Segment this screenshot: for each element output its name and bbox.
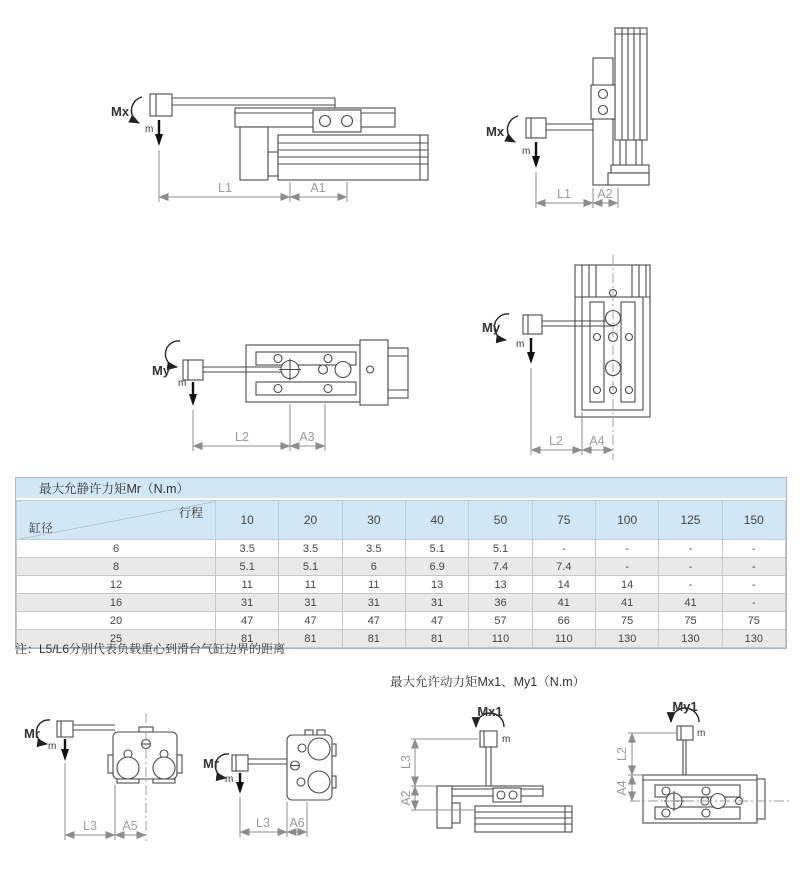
moment-value-cell: 47 <box>405 612 468 630</box>
stroke-axis-label: 行程 <box>178 506 203 520</box>
corner-cell <box>17 501 216 540</box>
moment-value-cell: 5.1 <box>279 558 342 576</box>
moment-value-cell: - <box>722 594 785 612</box>
moment-value-cell: 41 <box>532 594 595 612</box>
diagram-mx-side-view <box>95 80 475 220</box>
mass-label: m <box>145 124 154 135</box>
stroke-column-header: 40 <box>405 501 468 540</box>
dim-label-l3: L3 <box>256 816 270 830</box>
moment-value-cell: 7.4 <box>532 558 595 576</box>
stroke-column-header: 100 <box>595 501 658 540</box>
table-row <box>17 558 786 576</box>
moment-value-cell: 81 <box>279 630 342 648</box>
dim-label-l1: L1 <box>218 181 232 195</box>
bore-cell: 16 <box>17 594 216 612</box>
load-arrow-icon <box>527 338 535 364</box>
slide-cylinder-side-drawing <box>150 94 428 180</box>
stroke-column-header: 20 <box>279 501 342 540</box>
moment-value-cell: 130 <box>659 630 722 648</box>
bore-cell: 8 <box>17 558 216 576</box>
moment-value-cell: 3.5 <box>342 540 405 558</box>
dim-label-l2: L2 <box>615 747 629 761</box>
moment-value-cell: 14 <box>595 576 658 594</box>
moment-value-cell: 3.5 <box>279 540 342 558</box>
moment-value-cell: 5.1 <box>405 540 468 558</box>
bore-cell: 25 <box>17 630 216 648</box>
dim-label-a2: A2 <box>399 790 413 806</box>
moment-label: My <box>482 320 501 335</box>
moment-label: My1 <box>672 699 698 714</box>
moment-table <box>16 500 786 648</box>
moment-value-cell: 31 <box>342 594 405 612</box>
stroke-column-header: 50 <box>469 501 532 540</box>
moment-value-cell: - <box>722 576 785 594</box>
moment-value-cell: 75 <box>659 612 722 630</box>
cylinder-end-drawing <box>57 721 182 783</box>
diagram-my-top-view <box>150 318 420 460</box>
bore-cell: 20 <box>17 612 216 630</box>
moment-value-cell: - <box>659 540 722 558</box>
moment-value-cell: 110 <box>532 630 595 648</box>
moment-value-cell: 47 <box>279 612 342 630</box>
moment-value-cell: - <box>659 558 722 576</box>
footnote: 注：L5/L6分别代表负载重心到滑台气缸边界的距离 <box>15 642 286 656</box>
moment-label: My <box>152 363 171 378</box>
moment-value-cell: 6.9 <box>405 558 468 576</box>
table-row <box>17 540 786 558</box>
stroke-column-header: 30 <box>342 501 405 540</box>
load-arrow-icon <box>155 120 163 146</box>
dim-label-a4: A4 <box>615 780 629 796</box>
moment-value-cell: 130 <box>595 630 658 648</box>
dim-label-l2: L2 <box>549 434 563 448</box>
table-header-row <box>17 501 786 540</box>
moment-value-cell: 81 <box>342 630 405 648</box>
static-moment-table <box>15 477 787 649</box>
moment-value-cell: 6 <box>342 558 405 576</box>
moment-value-cell: 31 <box>216 594 279 612</box>
slide-table-front-drawing <box>523 265 650 417</box>
moment-value-cell: 11 <box>216 576 279 594</box>
mass-label: m <box>522 146 531 157</box>
dim-label-l3: L3 <box>399 755 413 769</box>
moment-value-cell: 14 <box>532 576 595 594</box>
moment-value-cell: 41 <box>659 594 722 612</box>
cylinder-end-side-drawing <box>232 730 336 800</box>
slide-table-top-drawing <box>643 726 765 823</box>
moment-value-cell: 47 <box>216 612 279 630</box>
dynamic-moment-section-title: 最大允许动力矩Mx1、My1（N.m） <box>390 675 586 689</box>
load-arrow-icon <box>532 142 540 168</box>
moment-value-cell: 75 <box>595 612 658 630</box>
moment-value-cell: 41 <box>595 594 658 612</box>
moment-value-cell: 31 <box>405 594 468 612</box>
dim-label-a3: A3 <box>299 430 315 444</box>
moment-value-cell: 7.4 <box>469 558 532 576</box>
moment-arrow-icon <box>507 116 518 142</box>
moment-label: Mx1 <box>477 704 503 719</box>
diagram-my1-dynamic <box>600 695 795 865</box>
moment-value-cell: 36 <box>469 594 532 612</box>
mass-label: m <box>178 378 187 389</box>
moment-value-cell: - <box>659 576 722 594</box>
slide-cylinder-front-drawing <box>526 28 649 185</box>
moment-value-cell: - <box>722 558 785 576</box>
bore-cell: 6 <box>17 540 216 558</box>
table-row <box>17 576 786 594</box>
moment-value-cell: 5.1 <box>216 558 279 576</box>
slide-table-top-drawing <box>183 340 408 405</box>
stroke-column-header: 125 <box>659 501 722 540</box>
mass-label: m <box>697 728 706 739</box>
bore-cell: 12 <box>17 576 216 594</box>
moment-value-cell: 110 <box>469 630 532 648</box>
diagram-mr-side-view <box>195 700 355 860</box>
load-arrow-icon <box>61 739 69 761</box>
moment-value-cell: 130 <box>722 630 785 648</box>
moment-value-cell: 5.1 <box>469 540 532 558</box>
moment-value-cell: 13 <box>469 576 532 594</box>
moment-value-cell: - <box>722 540 785 558</box>
dim-label-a2: A2 <box>597 187 613 201</box>
moment-arrow-icon <box>131 97 142 123</box>
dim-label-a1: A1 <box>310 181 326 195</box>
dim-label-a4: A4 <box>589 434 605 448</box>
moment-label: Mx <box>486 124 505 139</box>
dim-label-a5: A5 <box>122 819 138 833</box>
moment-value-cell: 11 <box>342 576 405 594</box>
dim-label-l1: L1 <box>557 187 571 201</box>
bore-axis-label: 缸径 <box>29 521 54 535</box>
diagram-mx1-dynamic <box>390 700 585 860</box>
moment-value-cell: 75 <box>722 612 785 630</box>
diagram-mr-front-view <box>20 705 200 855</box>
dim-label-l3: L3 <box>83 819 97 833</box>
diagram-mx-front-view <box>480 10 700 220</box>
load-arrow-icon <box>189 382 197 406</box>
moment-value-cell: - <box>595 540 658 558</box>
stroke-column-header: 150 <box>722 501 785 540</box>
mass-label: m <box>502 734 511 745</box>
table-row <box>17 612 786 630</box>
stroke-column-header: 75 <box>532 501 595 540</box>
moment-value-cell: 66 <box>532 612 595 630</box>
mass-label: m <box>225 774 234 785</box>
moment-value-cell: - <box>532 540 595 558</box>
mass-label: m <box>48 741 57 752</box>
moment-value-cell: 31 <box>279 594 342 612</box>
load-arrow-icon <box>236 773 244 794</box>
moment-value-cell: - <box>595 558 658 576</box>
diagram-my-front-view <box>480 250 700 465</box>
moment-label: Mx <box>111 104 130 119</box>
table-title: 最大允静许力矩Mr（N.m） <box>16 478 786 500</box>
moment-value-cell: 57 <box>469 612 532 630</box>
slide-cylinder-side-drawing <box>437 731 572 832</box>
moment-value-cell: 81 <box>216 630 279 648</box>
moment-label: Mr <box>24 726 40 741</box>
moment-value-cell: 81 <box>405 630 468 648</box>
moment-value-cell: 47 <box>342 612 405 630</box>
moment-value-cell: 13 <box>405 576 468 594</box>
mass-label: m <box>516 339 525 350</box>
dim-label-a6: A6 <box>289 816 305 830</box>
table-row <box>17 594 786 612</box>
stroke-column-header: 10 <box>216 501 279 540</box>
dim-label-l2: L2 <box>235 430 249 444</box>
moment-value-cell: 3.5 <box>216 540 279 558</box>
moment-value-cell: 11 <box>279 576 342 594</box>
moment-label: Mr <box>203 756 219 771</box>
